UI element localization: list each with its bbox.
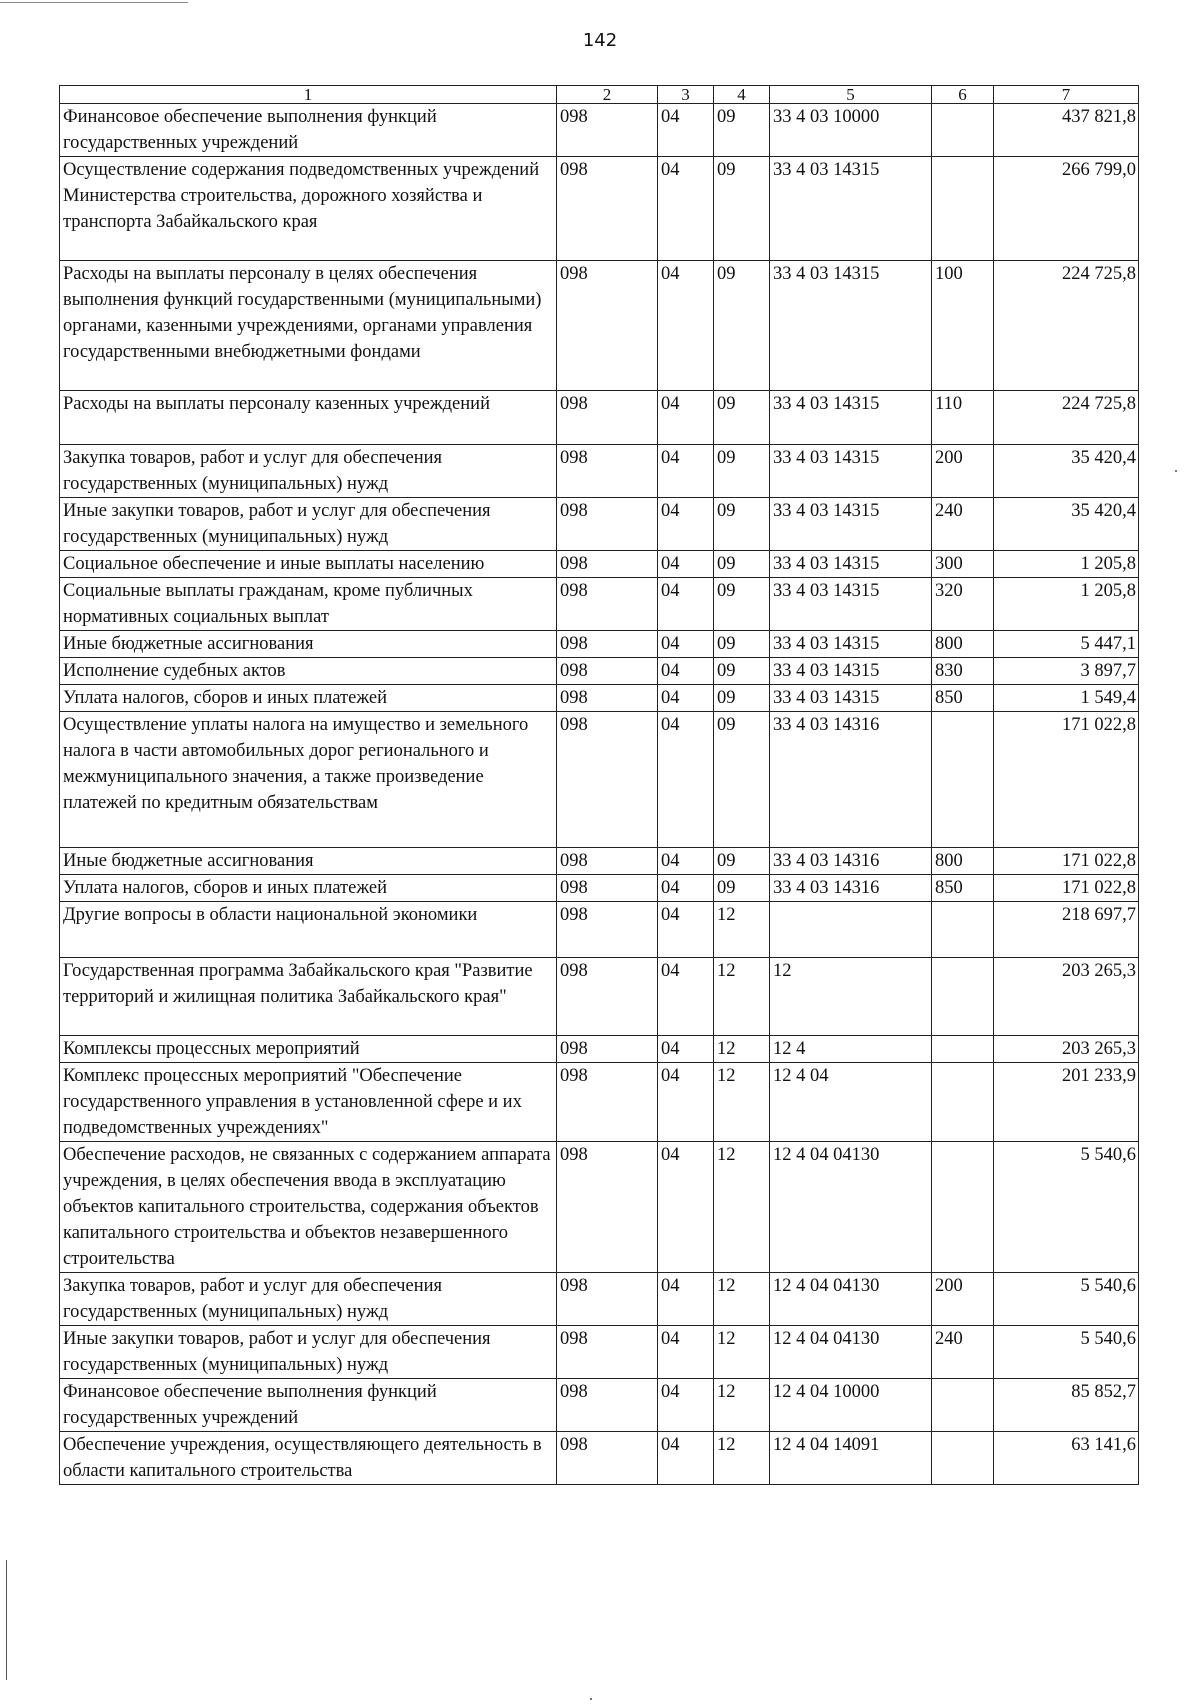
code-cell: 12 — [770, 958, 932, 1036]
row-description: Иные бюджетные ассигнования — [60, 631, 557, 658]
code-cell: 09 — [714, 391, 770, 445]
column-header: 2 — [557, 86, 658, 104]
code-cell: 12 — [714, 1142, 770, 1273]
code-cell: 098 — [557, 578, 658, 631]
row-description: Закупка товаров, работ и услуг для обеспечения государственных (муниципальных) нужд — [60, 1273, 557, 1326]
code-cell: 04 — [658, 848, 714, 875]
row-description: Государственная программа Забайкальского края "Развитие территорий и жилищная политика Забайкальского края" — [60, 958, 557, 1036]
amount-cell: 1 205,8 — [994, 551, 1139, 578]
code-cell: 098 — [557, 631, 658, 658]
row-description: Финансовое обеспечение выполнения функций государственных учреждений — [60, 104, 557, 157]
scan-dot — [590, 1698, 592, 1700]
amount-cell: 437 821,8 — [994, 104, 1139, 157]
code-cell: 33 4 03 14315 — [770, 631, 932, 658]
code-cell: 098 — [557, 848, 658, 875]
code-cell: 09 — [714, 712, 770, 848]
top-rule — [0, 2, 188, 3]
code-cell: 098 — [557, 445, 658, 498]
code-cell: 098 — [557, 1273, 658, 1326]
column-header: 6 — [932, 86, 994, 104]
code-cell: 098 — [557, 685, 658, 712]
code-cell: 09 — [714, 551, 770, 578]
code-cell — [932, 1142, 994, 1273]
code-cell: 04 — [658, 1379, 714, 1432]
amount-cell: 203 265,3 — [994, 1036, 1139, 1063]
code-cell: 04 — [658, 1036, 714, 1063]
table-row — [60, 157, 1139, 261]
table-row — [60, 875, 1139, 902]
code-cell: 12 — [714, 1273, 770, 1326]
code-cell: 33 4 03 14315 — [770, 391, 932, 445]
code-cell — [932, 1432, 994, 1485]
code-cell: 100 — [932, 261, 994, 391]
code-cell — [932, 157, 994, 261]
code-cell: 33 4 03 14316 — [770, 875, 932, 902]
code-cell: 33 4 03 14315 — [770, 445, 932, 498]
code-cell — [932, 1063, 994, 1142]
table-row — [60, 445, 1139, 498]
amount-cell: 203 265,3 — [994, 958, 1139, 1036]
code-cell — [770, 902, 932, 958]
code-cell: 09 — [714, 658, 770, 685]
code-cell: 12 4 04 04130 — [770, 1326, 932, 1379]
row-description: Социальное обеспечение и иные выплаты населению — [60, 551, 557, 578]
code-cell: 098 — [557, 551, 658, 578]
code-cell: 09 — [714, 685, 770, 712]
row-description: Иные закупки товаров, работ и услуг для обеспечения государственных (муниципальных) нужд — [60, 498, 557, 551]
code-cell: 12 4 04 14091 — [770, 1432, 932, 1485]
table-row — [60, 1379, 1139, 1432]
code-cell: 33 4 03 10000 — [770, 104, 932, 157]
code-cell: 098 — [557, 498, 658, 551]
code-cell: 04 — [658, 902, 714, 958]
code-cell: 12 — [714, 1063, 770, 1142]
code-cell: 098 — [557, 958, 658, 1036]
code-cell: 04 — [658, 712, 714, 848]
column-header: 7 — [994, 86, 1139, 104]
row-description: Расходы на выплаты персоналу казенных учреждений — [60, 391, 557, 445]
amount-cell: 5 540,6 — [994, 1326, 1139, 1379]
code-cell: 33 4 03 14315 — [770, 498, 932, 551]
code-cell: 09 — [714, 631, 770, 658]
code-cell: 098 — [557, 1063, 658, 1142]
code-cell — [932, 1379, 994, 1432]
code-cell: 09 — [714, 104, 770, 157]
table-row — [60, 685, 1139, 712]
code-cell: 04 — [658, 1432, 714, 1485]
code-cell: 098 — [557, 658, 658, 685]
code-cell: 098 — [557, 712, 658, 848]
code-cell: 098 — [557, 104, 658, 157]
row-description: Обеспечение расходов, не связанных с содержанием аппарата учреждения, в целях обеспечения ввода в эксплуатацию объектов капитального строительства, содержания объектов капитального строительства и объектов незавершенного строительства — [60, 1142, 557, 1273]
code-cell: 12 4 04 04130 — [770, 1142, 932, 1273]
code-cell: 850 — [932, 685, 994, 712]
column-header: 1 — [60, 86, 557, 104]
table-row — [60, 712, 1139, 848]
code-cell: 098 — [557, 1036, 658, 1063]
code-cell: 04 — [658, 261, 714, 391]
code-cell: 04 — [658, 1326, 714, 1379]
code-cell: 098 — [557, 1326, 658, 1379]
code-cell: 240 — [932, 498, 994, 551]
code-cell: 04 — [658, 875, 714, 902]
code-cell: 09 — [714, 157, 770, 261]
row-description: Осуществление содержания подведомственных учреждений Министерства строительства, дорожного хозяйства и транспорта Забайкальского края — [60, 157, 557, 261]
code-cell: 33 4 03 14315 — [770, 157, 932, 261]
code-cell — [932, 712, 994, 848]
code-cell: 12 — [714, 1379, 770, 1432]
code-cell: 09 — [714, 261, 770, 391]
code-cell: 098 — [557, 902, 658, 958]
code-cell: 33 4 03 14315 — [770, 685, 932, 712]
code-cell — [932, 1036, 994, 1063]
code-cell: 09 — [714, 848, 770, 875]
code-cell: 12 — [714, 1326, 770, 1379]
code-cell: 04 — [658, 445, 714, 498]
row-description: Социальные выплаты гражданам, кроме публичных нормативных социальных выплат — [60, 578, 557, 631]
code-cell: 850 — [932, 875, 994, 902]
code-cell: 098 — [557, 1379, 658, 1432]
code-cell: 04 — [658, 1063, 714, 1142]
table-row — [60, 391, 1139, 445]
code-cell: 04 — [658, 551, 714, 578]
table-row — [60, 958, 1139, 1036]
amount-cell: 3 897,7 — [994, 658, 1139, 685]
table-row — [60, 1273, 1139, 1326]
amount-cell: 63 141,6 — [994, 1432, 1139, 1485]
code-cell: 240 — [932, 1326, 994, 1379]
code-cell: 04 — [658, 104, 714, 157]
code-cell: 04 — [658, 498, 714, 551]
amount-cell: 5 540,6 — [994, 1273, 1139, 1326]
code-cell: 110 — [932, 391, 994, 445]
table-row — [60, 1063, 1139, 1142]
code-cell: 04 — [658, 157, 714, 261]
code-cell — [932, 902, 994, 958]
code-cell: 33 4 03 14315 — [770, 578, 932, 631]
code-cell: 12 4 04 10000 — [770, 1379, 932, 1432]
code-cell: 200 — [932, 445, 994, 498]
code-cell: 800 — [932, 631, 994, 658]
row-description: Иные бюджетные ассигнования — [60, 848, 557, 875]
code-cell: 04 — [658, 658, 714, 685]
code-cell: 830 — [932, 658, 994, 685]
code-cell: 12 4 04 — [770, 1063, 932, 1142]
code-cell: 33 4 03 14316 — [770, 712, 932, 848]
code-cell: 33 4 03 14316 — [770, 848, 932, 875]
code-cell: 09 — [714, 498, 770, 551]
table-row — [60, 848, 1139, 875]
row-description: Комплекс процессных мероприятий "Обеспечение государственного управления в установленной сфере и их подведомственных учреждениях" — [60, 1063, 557, 1142]
row-description: Обеспечение учреждения, осуществляющего деятельность в области капитального строительства — [60, 1432, 557, 1485]
code-cell: 09 — [714, 578, 770, 631]
row-description: Исполнение судебных актов — [60, 658, 557, 685]
table-row — [60, 1036, 1139, 1063]
code-cell: 098 — [557, 261, 658, 391]
column-header: 4 — [714, 86, 770, 104]
row-description: Комплексы процессных мероприятий — [60, 1036, 557, 1063]
code-cell: 04 — [658, 1273, 714, 1326]
code-cell: 12 — [714, 958, 770, 1036]
code-cell: 12 — [714, 1036, 770, 1063]
code-cell: 33 4 03 14315 — [770, 551, 932, 578]
page-number: 142 — [582, 30, 618, 51]
code-cell: 098 — [557, 875, 658, 902]
amount-cell: 5 540,6 — [994, 1142, 1139, 1273]
amount-cell: 218 697,7 — [994, 902, 1139, 958]
amount-cell: 224 725,8 — [994, 261, 1139, 391]
amount-cell: 171 022,8 — [994, 712, 1139, 848]
amount-cell: 1 205,8 — [994, 578, 1139, 631]
table-row — [60, 658, 1139, 685]
amount-cell: 1 549,4 — [994, 685, 1139, 712]
amount-cell: 266 799,0 — [994, 157, 1139, 261]
code-cell: 800 — [932, 848, 994, 875]
table-row — [60, 1432, 1139, 1485]
code-cell: 300 — [932, 551, 994, 578]
table-row — [60, 104, 1139, 157]
code-cell: 12 — [714, 1432, 770, 1485]
table-row — [60, 498, 1139, 551]
code-cell: 098 — [557, 1432, 658, 1485]
code-cell: 04 — [658, 631, 714, 658]
code-cell — [932, 958, 994, 1036]
code-cell: 04 — [658, 685, 714, 712]
amount-cell: 35 420,4 — [994, 445, 1139, 498]
amount-cell: 171 022,8 — [994, 848, 1139, 875]
row-description: Иные закупки товаров, работ и услуг для обеспечения государственных (муниципальных) нужд — [60, 1326, 557, 1379]
column-header: 3 — [658, 86, 714, 104]
budget-table — [59, 85, 1139, 1485]
row-description: Уплата налогов, сборов и иных платежей — [60, 875, 557, 902]
amount-cell: 5 447,1 — [994, 631, 1139, 658]
amount-cell: 85 852,7 — [994, 1379, 1139, 1432]
code-cell: 12 4 04 04130 — [770, 1273, 932, 1326]
amount-cell: 35 420,4 — [994, 498, 1139, 551]
table-row — [60, 631, 1139, 658]
code-cell: 04 — [658, 958, 714, 1036]
code-cell: 09 — [714, 445, 770, 498]
row-description: Другие вопросы в области национальной экономики — [60, 902, 557, 958]
code-cell: 04 — [658, 391, 714, 445]
code-cell: 04 — [658, 578, 714, 631]
header-row — [60, 86, 1139, 104]
code-cell: 200 — [932, 1273, 994, 1326]
code-cell — [932, 104, 994, 157]
table-row — [60, 261, 1139, 391]
column-header: 5 — [770, 86, 932, 104]
code-cell: 098 — [557, 1142, 658, 1273]
code-cell: 04 — [658, 1142, 714, 1273]
code-cell: 12 4 — [770, 1036, 932, 1063]
table-row — [60, 902, 1139, 958]
row-description: Финансовое обеспечение выполнения функций государственных учреждений — [60, 1379, 557, 1432]
row-description: Закупка товаров, работ и услуг для обеспечения государственных (муниципальных) нужд — [60, 445, 557, 498]
code-cell: 12 — [714, 902, 770, 958]
table-row — [60, 1326, 1139, 1379]
code-cell: 098 — [557, 157, 658, 261]
row-description: Расходы на выплаты персоналу в целях обеспечения выполнения функций государственными (муниципальными) органами, казенными учреждениями, органами управления государственными внебюджетными фондами — [60, 261, 557, 391]
code-cell: 33 4 03 14315 — [770, 658, 932, 685]
amount-cell: 201 233,9 — [994, 1063, 1139, 1142]
code-cell: 098 — [557, 391, 658, 445]
table-row — [60, 578, 1139, 631]
row-description: Осуществление уплаты налога на имущество и земельного налога в части автомобильных дорог регионального и межмуниципального значения, а также произведение платежей по кредитным обязательствам — [60, 712, 557, 848]
row-description: Уплата налогов, сборов и иных платежей — [60, 685, 557, 712]
code-cell: 09 — [714, 875, 770, 902]
amount-cell: 224 725,8 — [994, 391, 1139, 445]
table-row — [60, 551, 1139, 578]
table-row — [60, 1142, 1139, 1273]
scan-margin-line — [6, 1560, 7, 1680]
scan-dot — [1175, 470, 1177, 472]
amount-cell: 171 022,8 — [994, 875, 1139, 902]
code-cell: 320 — [932, 578, 994, 631]
code-cell: 33 4 03 14315 — [770, 261, 932, 391]
